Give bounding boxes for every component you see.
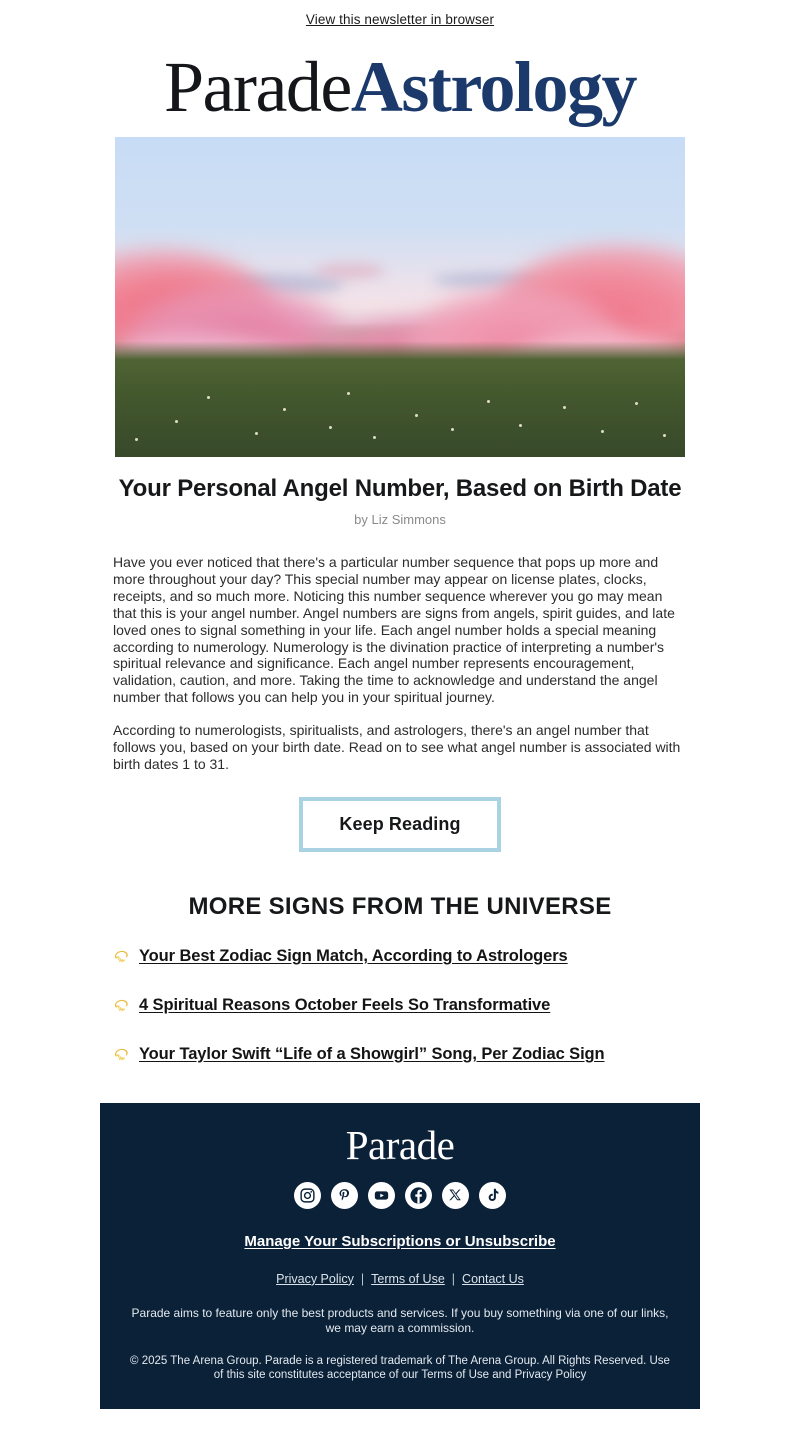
flower-dot xyxy=(635,402,638,405)
copyright-text: © 2025 The Arena Group. Parade is a registered trademark of The Arena Group. All Rights Reserved. Use of this site constitutes acceptance of our Terms of Use and Privacy Policy xyxy=(130,1354,670,1382)
logo-parade-text: Parade xyxy=(163,47,351,127)
dizzy-star-icon xyxy=(113,947,131,965)
footer-logo[interactable]: Parade xyxy=(345,1121,455,1168)
keep-reading-button[interactable]: Keep Reading xyxy=(299,797,500,852)
footer xyxy=(100,1103,700,1409)
x-twitter-icon[interactable] xyxy=(442,1182,469,1209)
tiktok-icon[interactable] xyxy=(479,1182,506,1209)
flower-dot xyxy=(663,434,666,437)
flower-dot xyxy=(175,420,178,423)
instagram-icon[interactable] xyxy=(294,1182,321,1209)
pinterest-icon[interactable] xyxy=(331,1182,358,1209)
flower-dot xyxy=(347,392,350,395)
flower-dot xyxy=(487,400,490,403)
flower-dot xyxy=(283,408,286,411)
dizzy-star-icon xyxy=(113,996,131,1014)
legal-links xyxy=(130,1272,670,1286)
manage-subscriptions-link[interactable]: Manage Your Subscriptions or Unsubscribe xyxy=(244,1232,556,1250)
flower-dot xyxy=(135,438,138,441)
more-signs-link[interactable]: Your Best Zodiac Sign Match, According to Astrologers xyxy=(139,946,568,965)
logo-astrology-text: Astrology xyxy=(350,47,637,127)
list-item[interactable] xyxy=(113,996,687,1015)
legal-separator: | xyxy=(451,1271,456,1286)
more-signs-link[interactable]: Your Taylor Swift “Life of a Showgirl” Song, Per Zodiac Sign xyxy=(139,1044,605,1063)
footer-outer xyxy=(0,1064,800,1430)
more-signs-link[interactable]: 4 Spiritual Reasons October Feels So Transformative xyxy=(139,995,551,1014)
article-section xyxy=(0,475,800,852)
flower-dot xyxy=(563,406,566,409)
article-headline: Your Personal Angel Number, Based on Birth Date xyxy=(118,475,682,502)
list-item[interactable] xyxy=(113,1045,687,1064)
masthead-logo[interactable] xyxy=(0,35,800,137)
terms-of-use-link[interactable]: Terms of Use xyxy=(371,1271,445,1286)
flower-dot xyxy=(329,426,332,429)
youtube-icon[interactable] xyxy=(368,1182,395,1209)
facebook-icon[interactable] xyxy=(405,1182,432,1209)
article-paragraph-2: According to numerologists, spiritualists, and astrologers, there's an angel number that follows you, based on your birth date. Read on to see what angel number is associated with birth dates 1 to 31. xyxy=(113,722,681,772)
more-signs-title: MORE SIGNS FROM THE UNIVERSE xyxy=(188,892,612,920)
legal-separator: | xyxy=(360,1271,365,1286)
article-paragraph-1: Have you ever noticed that there's a particular number sequence that pops up more and more throughout your day? This special number may appear on license plates, clocks, receipts, and so much more. Noticing this number sequence wherever you go may mean that this is your angel number. Angel numbers are signs from angels, spirit guides, and late loved ones to signal something in your life. Each angel number holds a special meaning according to numerology. Numerology is the divination practice of interpreting a number's spiritual relevance and significance. Each angel number represents encouragement, validation, caution, and more. Taking the time to acknowledge and understand the angel number that follows you can help you in your spiritual journey. xyxy=(113,554,675,706)
flower-dot xyxy=(519,424,522,427)
flower-dot xyxy=(415,414,418,417)
list-item[interactable] xyxy=(113,947,687,966)
flower-dot xyxy=(373,436,376,439)
social-links xyxy=(130,1182,670,1209)
preheader xyxy=(0,0,800,35)
hero-image-wrap xyxy=(0,137,800,457)
view-in-browser-link[interactable]: View this newsletter in browser xyxy=(305,12,495,27)
flower-dot xyxy=(255,432,258,435)
more-signs-list xyxy=(0,947,800,1064)
flower-dot xyxy=(207,396,210,399)
flower-dot xyxy=(601,430,604,433)
grass-field-shape xyxy=(115,341,685,457)
privacy-policy-link[interactable]: Privacy Policy xyxy=(276,1271,354,1286)
hero-image[interactable] xyxy=(115,137,685,457)
article-byline: by Liz Simmons xyxy=(354,512,446,527)
affiliate-disclaimer: Parade aims to feature only the best products and services. If you buy something via one of our links, we may earn a commission. xyxy=(131,1305,669,1335)
flower-dot xyxy=(451,428,454,431)
cloud-shape xyxy=(315,263,385,279)
cta-wrap xyxy=(113,797,687,852)
contact-us-link[interactable]: Contact Us xyxy=(462,1271,524,1286)
dizzy-star-icon xyxy=(113,1045,131,1063)
